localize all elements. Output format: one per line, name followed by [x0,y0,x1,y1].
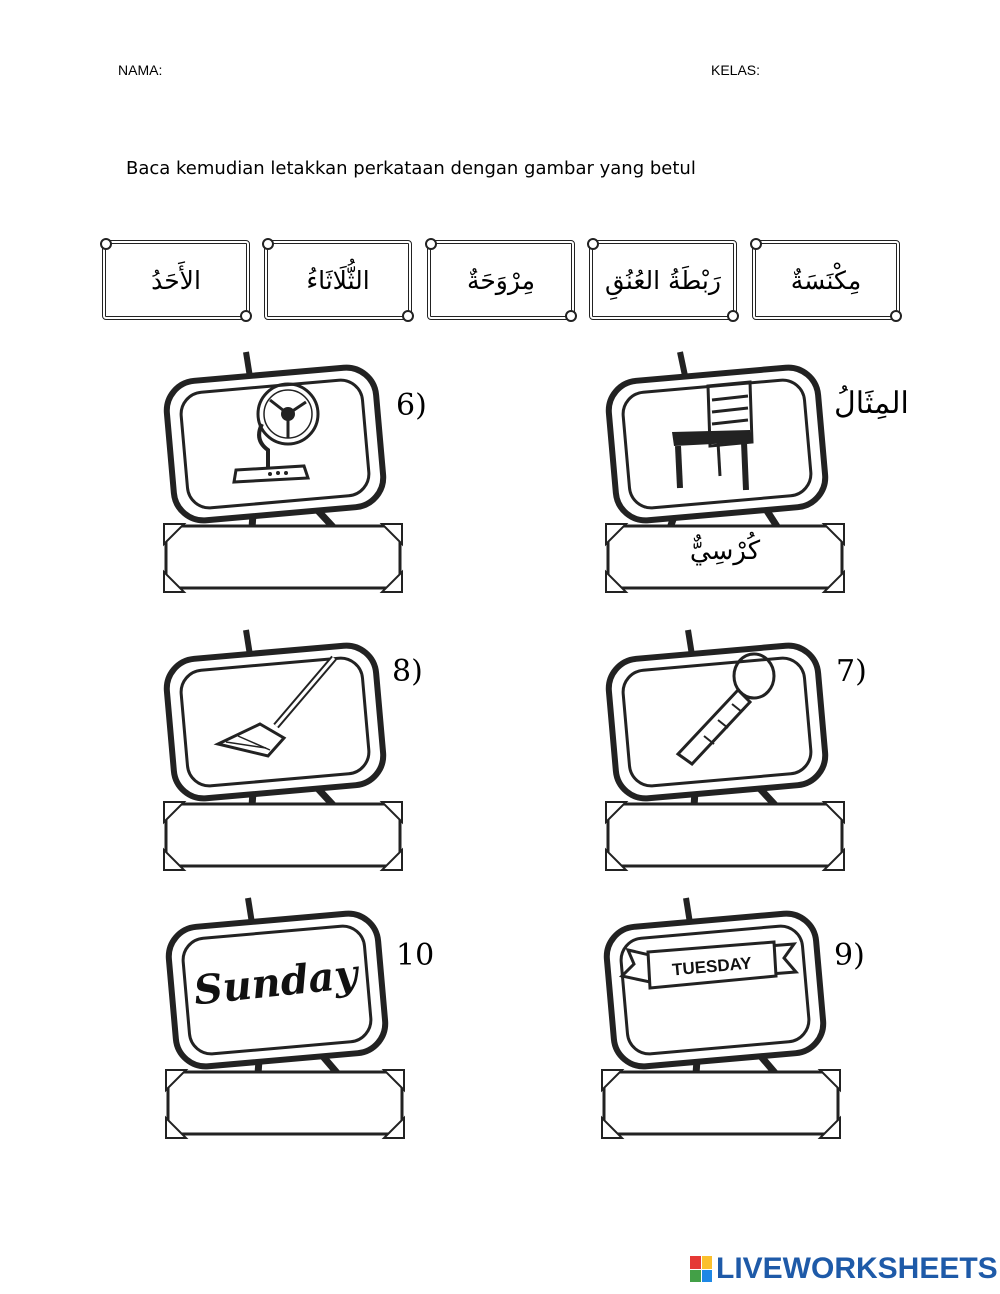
sign-board-10 [160,896,400,1076]
sign-board-6 [158,350,398,530]
word-card-tuesday[interactable] [264,240,412,320]
sign-board-8 [158,628,398,808]
logo-mark-icon [690,1256,712,1282]
example-answer-word: كُرْسِيٌّ [689,536,761,566]
word-text: الأَحَدُ [151,265,201,295]
item-number-9: 9) [834,938,865,973]
example-label: المِثَالُ [834,386,909,421]
tuesday-text: TUESDAY [671,953,753,980]
word-card-broom[interactable] [752,240,900,320]
item-number-10: 10 [396,938,435,973]
sign-board-9 [598,896,838,1076]
sign-board-7 [600,628,840,808]
word-card-fan[interactable] [427,240,575,320]
drop-zone-9[interactable] [600,1066,842,1146]
name-label: NAMA: [118,62,163,78]
logo-text: LIVEWORKSHEETS [716,1252,998,1285]
class-label: KELAS: [711,62,761,78]
liveworksheets-logo [690,1252,998,1286]
drop-zone-6[interactable] [162,520,404,600]
drop-zone-10[interactable] [164,1066,406,1146]
item-number-8: 8) [392,654,423,689]
item-number-7: 7) [836,654,867,689]
word-text: الثُّلَاثَاءُ [306,265,370,295]
instruction-text: Baca kemudian letakkan perkataan dengan gambar yang betul [126,158,696,179]
sign-board-example [600,350,840,530]
drop-zone-8[interactable] [162,798,404,878]
word-text: مِكْنَسَةٌ [790,265,862,295]
word-card-necktie[interactable] [589,240,737,320]
word-card-sunday[interactable] [102,240,250,320]
word-text: مِرْوَحَةٌ [466,265,536,295]
item-number-6: 6) [396,388,427,423]
sunday-lettering: Sunday [191,950,360,1015]
drop-zone-7[interactable] [604,798,846,878]
word-text: رَبْطَةُ العُنُقِ [605,265,721,295]
